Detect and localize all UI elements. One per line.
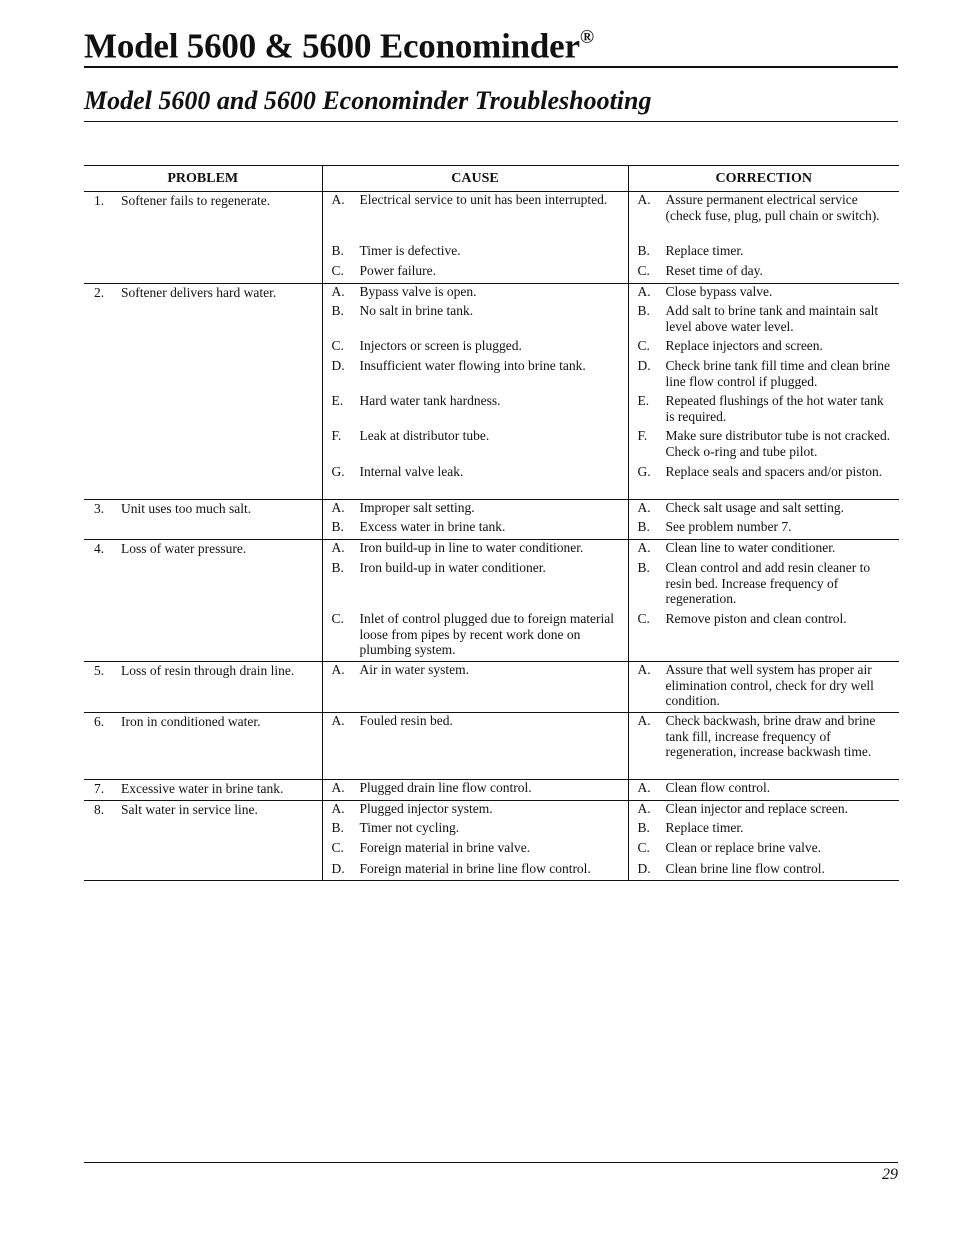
- problem-text: Softener delivers hard water.: [121, 285, 277, 300]
- correction-letter: D.: [637, 358, 651, 373]
- problem-text: Softener fails to regenerate.: [121, 193, 271, 208]
- cause-text: Insufficient water flowing into brine tank.: [359, 358, 586, 373]
- cause-text: Plugged injector system.: [359, 800, 493, 816]
- correction-letter: B.: [637, 303, 650, 318]
- problem-item: [84, 500, 322, 520]
- correction-text: Check backwash, brine draw and brine tank fill, increase frequency of regeneration, increase backwash time.: [665, 713, 876, 759]
- cause-text: Injectors or screen is plugged.: [359, 338, 522, 353]
- correction-text: Clean injector and replace screen.: [665, 800, 849, 816]
- correction-item: [629, 820, 900, 840]
- cause-text: Foreign material in brine line flow control.: [359, 860, 591, 876]
- correction-item: [629, 464, 900, 499]
- cause-letter: B.: [331, 303, 344, 318]
- problem-cell: [84, 284, 322, 500]
- cause-item: [323, 263, 628, 283]
- cause-item: [323, 861, 628, 880]
- problem-cell: [84, 662, 322, 713]
- cause-letter: D.: [331, 358, 345, 373]
- correction-item: [629, 263, 900, 283]
- correction-cell: [628, 500, 899, 540]
- correction-text: Replace seals and spacers and/or piston.: [665, 464, 883, 479]
- correction-letter: C.: [637, 263, 650, 278]
- correction-letter: A.: [637, 713, 651, 728]
- correction-letter: A.: [637, 284, 651, 299]
- correction-letter: B.: [637, 243, 650, 258]
- table-row: [84, 540, 899, 662]
- problem-cell: [84, 780, 322, 801]
- cause-text: Timer is defective.: [359, 243, 461, 258]
- cause-cell: [322, 192, 628, 284]
- problem-cell: [84, 500, 322, 540]
- problem-text: Loss of resin through drain line.: [121, 663, 295, 678]
- cause-item: [323, 464, 628, 499]
- table-row: [84, 713, 899, 780]
- problem-item: [84, 780, 322, 800]
- cause-text: Iron build-up in water conditioner.: [359, 560, 546, 575]
- cause-item: [323, 338, 628, 358]
- cause-item: [323, 540, 628, 560]
- title-rule: [84, 66, 898, 68]
- problem-number: 7.: [94, 781, 105, 796]
- cause-text: Plugged drain line flow control.: [359, 780, 532, 795]
- correction-letter: E.: [637, 393, 650, 408]
- correction-cell: [628, 713, 899, 780]
- cause-letter: F.: [331, 428, 342, 443]
- correction-text: Assure that well system has proper air elimination control, check for dry well condition.: [665, 662, 874, 708]
- correction-text: Clean brine line flow control.: [665, 860, 825, 876]
- problem-text: Unit uses too much salt.: [121, 501, 252, 516]
- cause-letter: A.: [331, 800, 345, 816]
- correction-letter: G.: [637, 464, 651, 479]
- problem-number: 1.: [94, 193, 105, 208]
- correction-letter: B.: [637, 819, 650, 835]
- problem-number: 8.: [94, 801, 105, 817]
- problem-number: 6.: [94, 714, 105, 729]
- correction-text: Repeated flushings of the hot water tank is required.: [665, 393, 884, 424]
- correction-item: [629, 540, 900, 560]
- cause-letter: B.: [331, 243, 344, 258]
- cause-cell: [322, 540, 628, 662]
- cause-letter: G.: [331, 464, 345, 479]
- cause-text: Fouled resin bed.: [359, 713, 453, 728]
- correction-text: Replace timer.: [665, 819, 744, 835]
- correction-item: [629, 303, 900, 338]
- page-number: 29: [882, 1166, 898, 1183]
- cause-item: [323, 820, 628, 840]
- cause-item: [323, 500, 628, 519]
- cause-item: [323, 611, 628, 661]
- correction-letter: C.: [637, 839, 650, 855]
- problem-cell: [84, 192, 322, 284]
- correction-item: [629, 611, 900, 661]
- correction-letter: A.: [637, 192, 651, 207]
- correction-item: [629, 713, 900, 779]
- cause-text: Bypass valve is open.: [359, 284, 477, 299]
- problem-text: Excessive water in brine tank.: [121, 781, 284, 796]
- correction-item: [629, 560, 900, 611]
- cause-cell: [322, 284, 628, 500]
- correction-item: [629, 338, 900, 358]
- cause-text: Internal valve leak.: [359, 464, 464, 479]
- page-title: [84, 18, 594, 69]
- cause-letter: C.: [331, 839, 344, 855]
- correction-item: [629, 500, 900, 519]
- correction-item: [629, 519, 900, 539]
- correction-text: Close bypass valve.: [665, 284, 773, 299]
- correction-text: See problem number 7.: [665, 519, 792, 534]
- problem-item: [84, 662, 322, 682]
- footer-rule: [84, 1162, 898, 1163]
- problem-number: 3.: [94, 501, 105, 516]
- correction-text: Replace injectors and screen.: [665, 338, 823, 353]
- cause-letter: C.: [331, 263, 344, 278]
- cause-letter: A.: [331, 284, 345, 299]
- problem-number: 5.: [94, 663, 105, 678]
- correction-item: [629, 393, 900, 428]
- cause-item: [323, 428, 628, 464]
- cause-item: [323, 840, 628, 861]
- cause-text: Leak at distributor tube.: [359, 428, 490, 443]
- correction-text: Clean flow control.: [665, 780, 771, 795]
- cause-cell: [322, 800, 628, 880]
- problem-item: [84, 540, 322, 560]
- cause-item: [323, 358, 628, 393]
- correction-letter: A.: [637, 540, 651, 555]
- cause-letter: A.: [331, 500, 345, 515]
- header-correction: CORRECTION: [628, 166, 899, 192]
- correction-letter: F.: [637, 428, 648, 443]
- header-cause: CAUSE: [322, 166, 628, 192]
- cause-item: [323, 560, 628, 611]
- correction-text: Reset time of day.: [665, 263, 763, 278]
- correction-cell: [628, 284, 899, 500]
- correction-letter: C.: [637, 611, 650, 626]
- cause-item: [323, 393, 628, 428]
- cause-letter: B.: [331, 519, 344, 534]
- correction-text: Add salt to brine tank and maintain salt level above water level.: [665, 303, 879, 334]
- correction-text: Make sure distributor tube is not cracked. Check o-ring and tube pilot.: [665, 428, 891, 459]
- cause-text: Electrical service to unit has been interrupted.: [359, 192, 608, 207]
- correction-text: Clean line to water conditioner.: [665, 540, 836, 555]
- problem-text: Iron in conditioned water.: [121, 714, 261, 729]
- correction-item: [629, 801, 900, 820]
- problem-cell: [84, 800, 322, 880]
- cause-text: Inlet of control plugged due to foreign material loose from pipes by recent work done on plumbing system.: [359, 611, 615, 657]
- cause-text: Air in water system.: [359, 662, 469, 677]
- cause-letter: C.: [331, 338, 344, 353]
- cause-item: [323, 243, 628, 263]
- correction-cell: [628, 662, 899, 713]
- cause-letter: A.: [331, 540, 345, 555]
- table-header-row: [84, 166, 899, 192]
- cause-cell: [322, 780, 628, 801]
- correction-letter: D.: [637, 860, 651, 876]
- cause-text: Power failure.: [359, 263, 436, 278]
- correction-text: Clean control and add resin cleaner to resin bed. Increase frequency of regeneration.: [665, 560, 871, 606]
- cause-text: Improper salt setting.: [359, 500, 475, 515]
- problem-cell: [84, 713, 322, 780]
- problem-number: 4.: [94, 541, 105, 556]
- header-problem: PROBLEM: [84, 166, 322, 192]
- cause-item: [323, 801, 628, 820]
- cause-text: Excess water in brine tank.: [359, 519, 506, 534]
- cause-item: [323, 303, 628, 338]
- table-row: [84, 662, 899, 713]
- cause-text: Iron build-up in line to water conditioner.: [359, 540, 584, 555]
- cause-cell: [322, 713, 628, 780]
- cause-text: Hard water tank hardness.: [359, 393, 501, 408]
- problem-item: [84, 192, 322, 212]
- correction-cell: [628, 780, 899, 801]
- correction-item: [629, 861, 900, 880]
- cause-letter: D.: [331, 860, 345, 876]
- cause-letter: E.: [331, 393, 344, 408]
- cause-letter: B.: [331, 819, 344, 835]
- correction-item: [629, 358, 900, 393]
- correction-item: [629, 428, 900, 464]
- correction-cell: [628, 800, 899, 880]
- correction-cell: [628, 540, 899, 662]
- section-rule: [84, 121, 898, 122]
- correction-letter: C.: [637, 338, 650, 353]
- cause-item: [323, 662, 628, 712]
- correction-letter: A.: [637, 662, 651, 677]
- problem-text: Salt water in service line.: [121, 801, 258, 817]
- cause-cell: [322, 662, 628, 713]
- table-row: [84, 284, 899, 500]
- correction-letter: A.: [637, 800, 651, 816]
- correction-letter: A.: [637, 780, 651, 795]
- correction-item: [629, 662, 900, 712]
- correction-item: [629, 284, 900, 303]
- correction-item: [629, 780, 900, 799]
- cause-item: [323, 780, 628, 799]
- cause-text: Timer not cycling.: [359, 819, 460, 835]
- problem-item: [84, 713, 322, 733]
- correction-text: Check salt usage and salt setting.: [665, 500, 844, 515]
- problem-text: Loss of water pressure.: [121, 541, 247, 556]
- cause-letter: B.: [331, 560, 344, 575]
- cause-letter: A.: [331, 713, 345, 728]
- table-row: [84, 192, 899, 284]
- cause-item: [323, 192, 628, 243]
- correction-cell: [628, 192, 899, 284]
- correction-text: Clean or replace brine valve.: [665, 839, 822, 855]
- correction-item: [629, 192, 900, 243]
- problem-cell: [84, 540, 322, 662]
- cause-letter: A.: [331, 192, 345, 207]
- registered-mark: ®: [579, 27, 594, 48]
- problem-item: [84, 284, 322, 304]
- correction-item: [629, 243, 900, 263]
- troubleshooting-table: [84, 165, 899, 881]
- correction-text: Assure permanent electrical service (check fuse, plug, pull chain or switch).: [665, 192, 880, 223]
- correction-text: Remove piston and clean control.: [665, 611, 847, 626]
- problem-item: [84, 801, 322, 821]
- problem-number: 2.: [94, 285, 105, 300]
- correction-text: Check brine tank fill time and clean brine line flow control if plugged.: [665, 358, 891, 389]
- correction-text: Replace timer.: [665, 243, 744, 258]
- cause-letter: A.: [331, 662, 345, 677]
- cause-item: [323, 713, 628, 779]
- title-text: Model 5600 & 5600 Econominder: [84, 26, 580, 66]
- correction-letter: A.: [637, 500, 651, 515]
- correction-letter: B.: [637, 560, 650, 575]
- section-title: Model 5600 and 5600 Econominder Troubleshooting: [84, 86, 652, 115]
- correction-letter: B.: [637, 519, 650, 534]
- cause-item: [323, 519, 628, 539]
- cause-item: [323, 284, 628, 303]
- table-body: [84, 192, 899, 881]
- table-row: [84, 800, 899, 880]
- cause-text: No salt in brine tank.: [359, 303, 474, 318]
- correction-item: [629, 840, 900, 861]
- cause-letter: C.: [331, 611, 344, 626]
- table-row: [84, 780, 899, 801]
- table-row: [84, 500, 899, 540]
- cause-cell: [322, 500, 628, 540]
- cause-letter: A.: [331, 780, 345, 795]
- cause-text: Foreign material in brine valve.: [359, 839, 531, 855]
